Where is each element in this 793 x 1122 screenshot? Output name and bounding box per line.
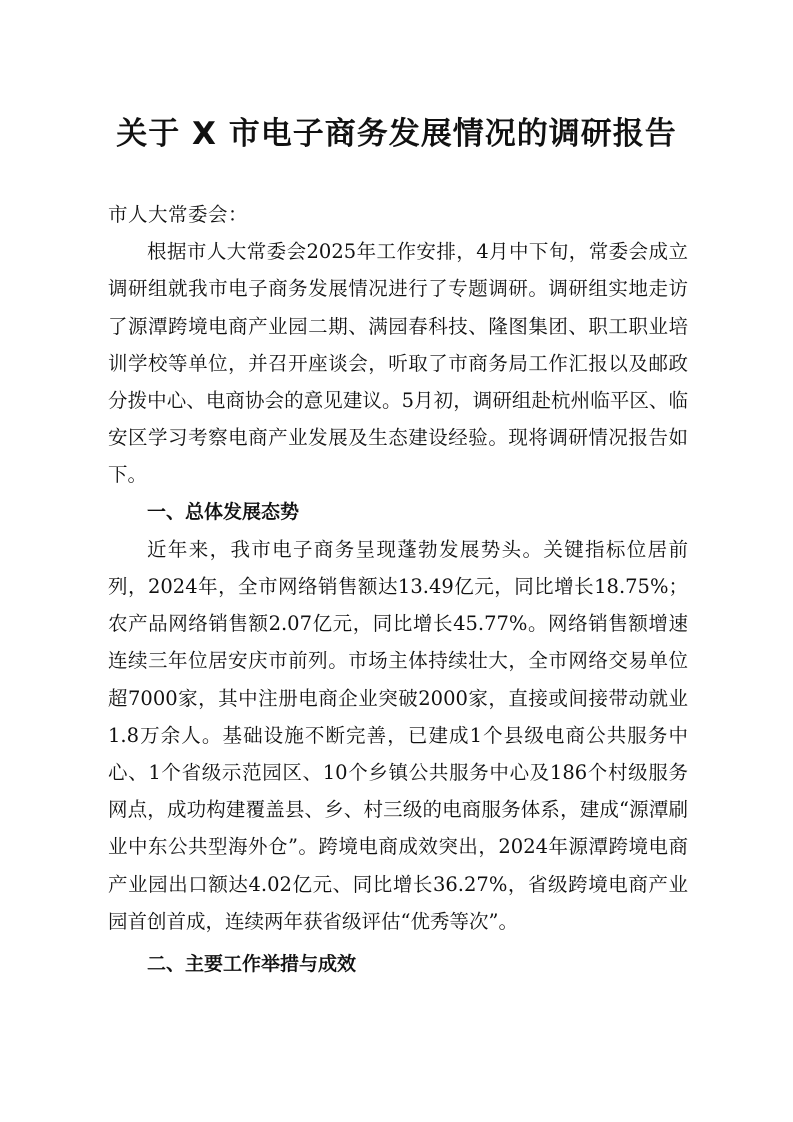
section-heading-measures: 二、主要工作举措与成效 [147, 953, 357, 976]
overview-paragraph: 近年来，我市电子商务呈现蓬勃发展势头。关键指标位居前列，2024年，全市网络销售额达13.49亿元，同比增长18.75%；农产品网络销售额2.07亿元，同比增长45.77%。网络销售额增速连续三年位居安庆市前列。市场主体持续壮大，全市网络交易单位超7000家，其中注册电商企业突破2000家，直接或间接带动就业1.8万余人。基础设施不断完善，已建成1个县级电商公共服务中心、1个省级示范园区、10个乡镇公共服务中心及186个村级服务网点，成功构建覆盖县、乡、村三级的电商服务体系，建成“源潭刷业中东公共型海外仓”。跨境电商成效突出，2024年源潭跨境电商产业园出口额达4.02亿元、同比增长36.27%，省级跨境电商产业园首创首成，连续两年获省级评估“优秀等次”。 [108, 537, 688, 933]
report-body [108, 196, 688, 983]
section-heading-overview: 一、总体发展态势 [147, 500, 300, 523]
report-title: 关于 X 市电子商务发展情况的调研报告 [116, 116, 677, 152]
salutation: 市人大常委会： [108, 203, 249, 226]
intro-paragraph: 根据市人大常委会2025年工作安排，4月中下旬，常委会成立调研组就我市电子商务发展情况进行了专题调研。调研组实地走访了源潭跨境电商产业园二期、满园春科技、隆图集团、职工职业培训学校等单位，并召开座谈会，听取了市商务局工作汇报以及邮政分拨中心、电商协会的意见建议。5月初，调研组赴杭州临平区、临安区学习考察电商产业发展及生态建设经验。现将调研情况报告如下。 [108, 240, 688, 487]
